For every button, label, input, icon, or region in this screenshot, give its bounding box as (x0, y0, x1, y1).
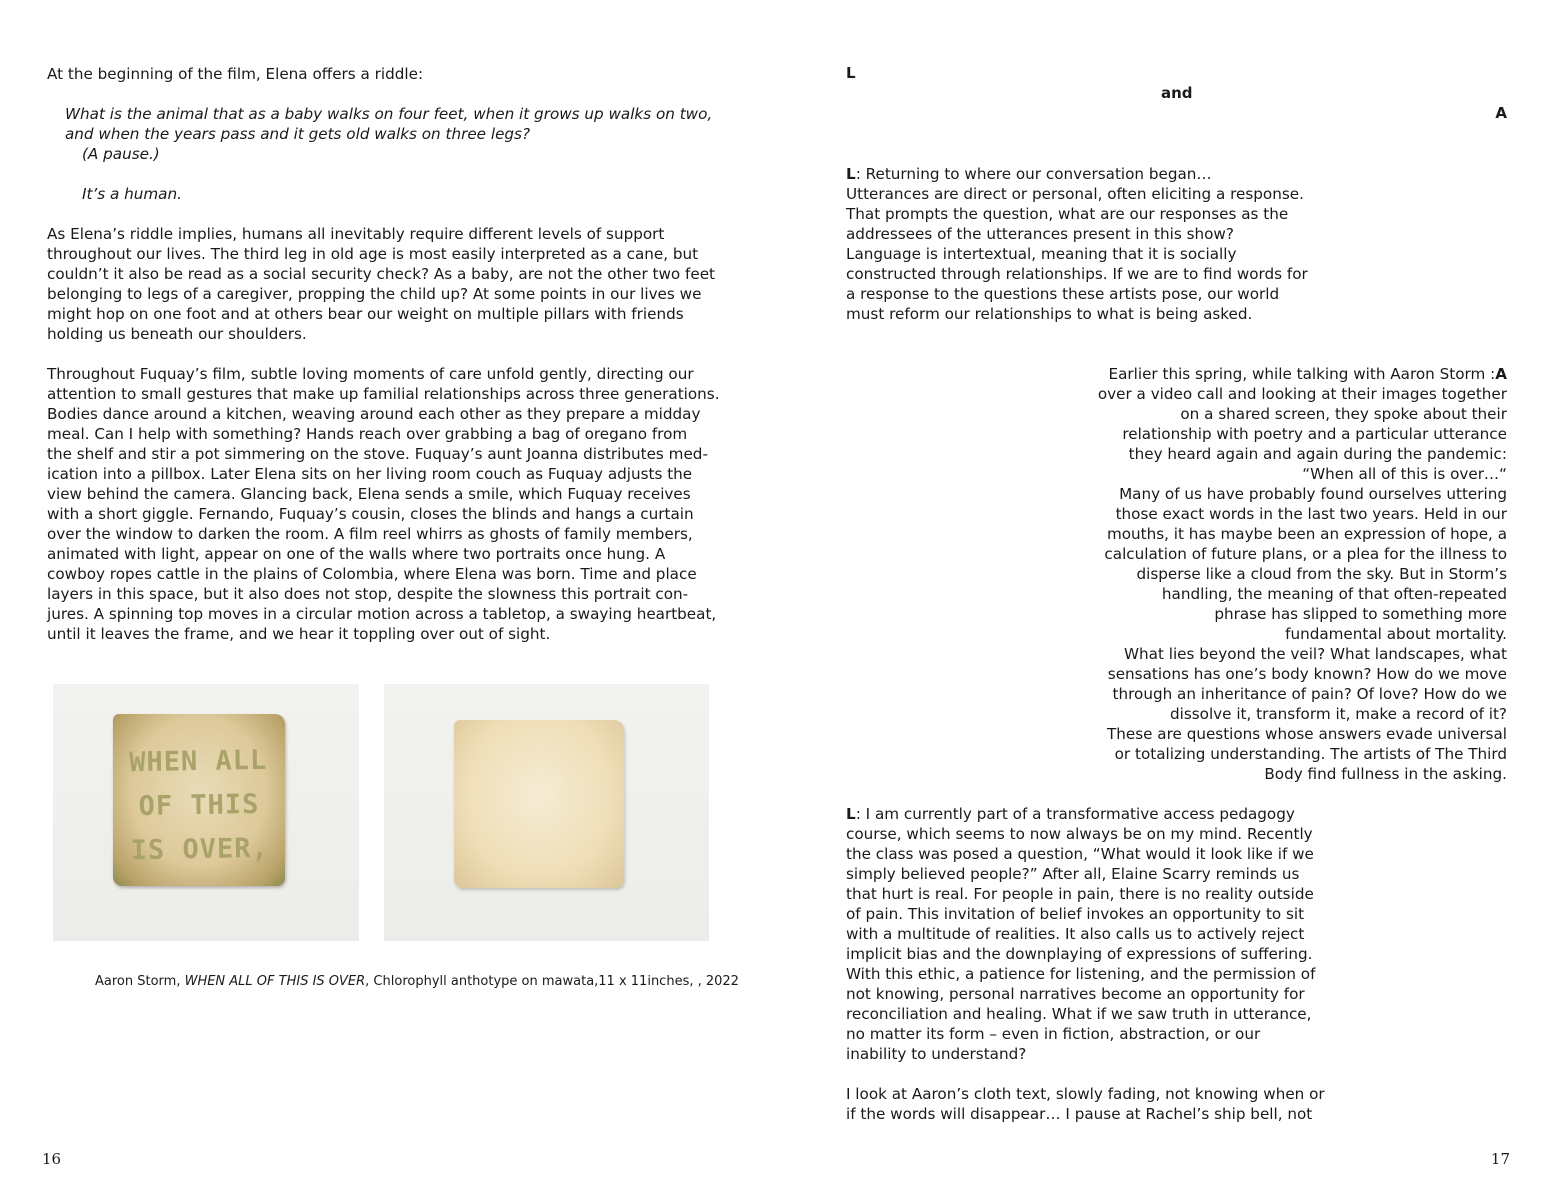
text-line: Throughout Fuquay’s film, subtle loving moments of care unfold gently, directing our (47, 365, 694, 383)
riddle-quote (65, 104, 715, 204)
text-line: relationship with poetry and a particular utterance (1122, 425, 1507, 443)
text-line: of pain. This invitation of belief invokes an opportunity to sit (846, 905, 1305, 923)
text-line: course, which seems to now always be on my mind. Recently (846, 825, 1313, 843)
text-line: mouths, it has maybe been an expression of hope, a (1106, 525, 1507, 543)
text-line (846, 804, 1316, 824)
text-line: phrase has slipped to something more (1214, 605, 1507, 623)
text-line: or totalizing understanding. The artists of The Third (1114, 745, 1507, 763)
text-line: those exact words in the last two years. Held in our (1115, 505, 1507, 523)
text-line: view behind the camera. Glancing back, Elena sends a smile, which Fuquay receives (47, 485, 691, 503)
text-line: must reform our relationships to what is being asked. (846, 305, 1253, 323)
speaker-label: A (1495, 365, 1507, 383)
text-line: the class was posed a question, “What would it look like if we (846, 845, 1314, 863)
text-line: over a video call and looking at their images together (1097, 385, 1507, 403)
stamp-line: OF THIS (138, 788, 260, 823)
text-line: implicit bias and the downplaying of expressions of suffering. (846, 945, 1313, 963)
text-line: What lies beyond the veil? What landscapes, what (1124, 645, 1507, 663)
caption-artist: Aaron Storm, (95, 974, 185, 989)
text-line: couldn’t it also be read as a social security check? As a baby, are not the other two feet (47, 265, 716, 283)
right-page (776, 0, 1552, 1199)
text-fragment: Earlier this spring, while talking with Aaron Storm : (1108, 365, 1496, 383)
dialogue-block-4 (846, 1084, 1325, 1124)
text-line (1007, 364, 1507, 384)
riddle-line: and when the years pass and it gets old walks on three legs? (65, 125, 531, 143)
text-fragment: : I am currently part of a transformative access pedagogy (855, 805, 1295, 823)
riddle-line: What is the animal that as a baby walks on four feet, when it grows up walks on two, (65, 105, 713, 123)
riddle-spacer (65, 164, 715, 184)
header-speaker-l: L (846, 64, 856, 82)
speaker-label: L (846, 165, 856, 183)
text-line: no matter its form – even in fiction, abstraction, or our (846, 1025, 1261, 1043)
text-line: that hurt is real. For people in pain, there is no reality outside (846, 885, 1314, 903)
text-line: holding us beneath our shoulders. (47, 325, 307, 343)
text-line: they heard again and again during the pandemic: (1128, 445, 1507, 463)
header-speaker-a: A (1495, 104, 1507, 122)
text-line: inability to understand? (846, 1045, 1027, 1063)
text-line: handling, the meaning of that often-repeated (1161, 585, 1507, 603)
cloth-artwork-faded (454, 720, 624, 888)
dialogue-block-2 (1007, 364, 1507, 784)
text-line: addressees of the utterances present in this show? (846, 225, 1234, 243)
text-line: attention to small gestures that make up familial relationships across three generations. (47, 385, 720, 403)
text-line: constructed through relationships. If we are to find words for (846, 265, 1308, 283)
text-line: with a short giggle. Fernando, Fuquay’s cousin, closes the blinds and hangs a curtain (47, 505, 694, 523)
text-line (846, 164, 1316, 184)
text-line: until it leaves the frame, and we hear it toppling over out of sight. (47, 625, 551, 643)
paragraph-film (47, 364, 720, 644)
speaker-label: L (846, 805, 856, 823)
riddle-line: (A pause.) (82, 145, 160, 163)
text-line: Body find fullness in the asking. (1264, 765, 1507, 783)
text-line: “When all of this is over…“ (1302, 465, 1507, 483)
artwork-stamped-text (112, 739, 286, 874)
text-line: simply believed people?” After all, Elaine Scarry reminds us (846, 865, 1300, 883)
text-line: cowboy ropes cattle in the plains of Colombia, where Elena was born. Time and place (47, 565, 697, 583)
dialogue-block-3 (846, 804, 1316, 1064)
text-line: not knowing, personal narratives become an opportunity for (846, 985, 1305, 1003)
text-line: over the window to darken the room. A film reel whirrs as ghosts of family members, (47, 525, 693, 543)
text-line: Bodies dance around a kitchen, weaving around each other as they prepare a midday (47, 405, 701, 423)
text-line: with a multitude of realities. It also calls us to actively reject (846, 925, 1305, 943)
text-line: belonging to legs of a caregiver, propping the child up? At some points in our lives we (47, 285, 702, 303)
text-line: fundamental about mortality. (1285, 625, 1507, 643)
stamp-line: IS OVER, (130, 832, 270, 867)
text-fragment: : Returning to where our conversation began… (855, 165, 1212, 183)
text-line: sensations has one’s body known? How do we move (1107, 665, 1507, 683)
page-number: 16 (42, 1150, 62, 1168)
intro-line: At the beginning of the film, Elena offers a riddle: (47, 65, 424, 83)
paragraph-support (47, 224, 717, 344)
text-line: might hop on one foot and at others bear our weight on multiple pillars with friends (47, 305, 684, 323)
text-line: the shelf and stir a pot simmering on the stove. Fuquay’s aunt Joanna distributes med- (47, 445, 708, 463)
stamp-line: WHEN ALL (128, 744, 268, 779)
text-line: through an inheritance of pain? Of love? How do we (1112, 685, 1507, 703)
page-number: 17 (1490, 1150, 1510, 1168)
artwork-photo-faded (384, 684, 709, 941)
text-line: on a shared screen, they spoke about their (1180, 405, 1507, 423)
text-line: meal. Can I help with something? Hands reach over grabbing a bag of oregano from (47, 425, 688, 443)
text-line: Many of us have probably found ourselves uttering (1119, 485, 1507, 503)
dialogue-block-1 (846, 164, 1316, 324)
text-line: jures. A spinning top moves in a circular motion across a tabletop, a swaying heartbeat, (47, 605, 717, 623)
text-line: disperse like a cloud from the sky. But in Storm’s (1136, 565, 1507, 583)
text-line: These are questions whose answers evade universal (1106, 725, 1507, 743)
text-line: I look at Aaron’s cloth text, slowly fading, not knowing when or (846, 1085, 1325, 1103)
text-line: As Elena’s riddle implies, humans all inevitably require different levels of support (47, 225, 665, 243)
text-line: reconciliation and healing. What if we saw truth in utterance, (846, 1005, 1312, 1023)
header-and: and (1161, 84, 1193, 102)
artwork-photo-stamped (53, 684, 359, 941)
text-line: dissolve it, transform it, make a record of it? (1169, 705, 1507, 723)
text-line: layers in this space, but it also does not stop, despite the slowness this portrait con- (47, 585, 689, 603)
text-line: ication into a pillbox. Later Elena sits on her living room couch as Fuquay adjusts the (47, 465, 693, 483)
text-line: animated with light, appear on one of the walls where two portraits once hung. A (47, 545, 666, 563)
text-line: Utterances are direct or personal, often eliciting a response. (846, 185, 1304, 203)
riddle-line: It’s a human. (82, 185, 182, 203)
cloth-artwork (113, 714, 285, 886)
text-line: Language is intertextual, meaning that it is socially (846, 245, 1237, 263)
caption-details: , Chlorophyll anthotype on mawata,11 x 11inches, , 2022 (365, 974, 739, 989)
text-line: if the words will disappear… I pause at Rachel’s ship bell, not (846, 1105, 1313, 1123)
text-line: throughout our lives. The third leg in old age is most easily interpreted as a cane, but (47, 245, 699, 263)
text-line: calculation of future plans, or a plea for the illness to (1104, 545, 1507, 563)
caption-title: WHEN ALL OF THIS IS OVER (184, 974, 366, 989)
text-line: a response to the questions these artists pose, our world (846, 285, 1280, 303)
image-caption (95, 973, 739, 991)
text-line: That prompts the question, what are our responses as the (846, 205, 1289, 223)
text-line: With this ethic, a patience for listening, and the permission of (846, 965, 1316, 983)
